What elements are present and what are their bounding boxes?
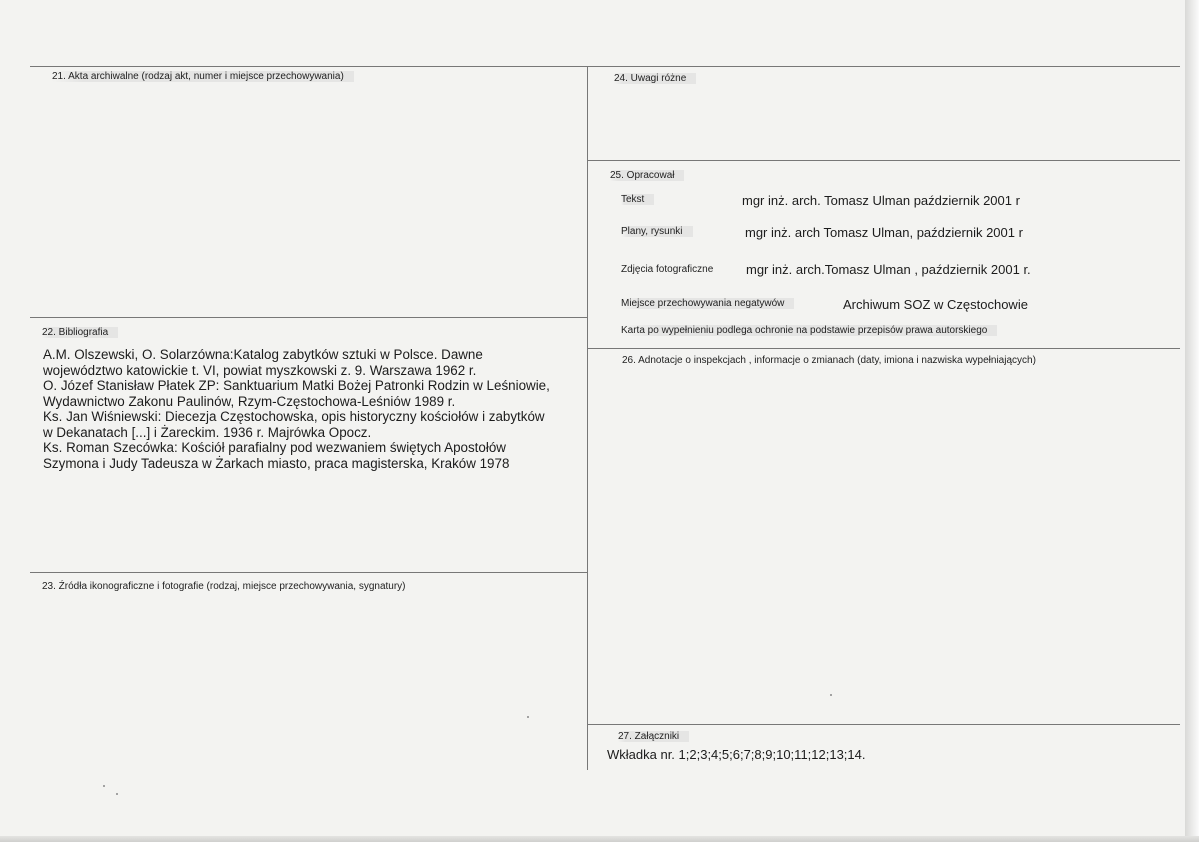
section-23-label: 23. Źródła ikonograficzne i fotografie (rodzaj, miejsce przechowywania, sygnatury) — [42, 581, 406, 592]
rule-26-top — [588, 348, 1180, 349]
bibliography-line: Wydawnictwo Zakonu Paulinów, Rzym-Częstochowa-Leśniów 1989 r. — [43, 393, 456, 409]
bibliography-line: w Dekanatach [...] i Żareckim. 1936 r. Majrówka Opocz. — [43, 424, 372, 440]
section-26-label: 26. Adnotacje o inspekcjach , informacje o zmianach (daty, imiona i nazwiska wypełniających) — [622, 355, 1036, 366]
bibliography-line: Ks. Roman Szecówka: Kościół parafialny pod wezwaniem świętych Apostołów — [43, 440, 506, 455]
rule-23-top — [30, 572, 587, 573]
zdjecia-label: Zdjęcia fotograficzne — [621, 264, 714, 275]
bibliography-line: województwo katowickie t. VI, powiat myszkowski z. 9. Warszawa 1962 r. — [43, 362, 477, 378]
rule-22-top — [30, 317, 587, 318]
section-21-label: 21. Akta archiwalne (rodzaj akt, numer i miejsce przechowywania) — [52, 71, 354, 82]
scan-speck — [103, 785, 105, 787]
top-rule — [30, 66, 1180, 67]
bibliography-line: A.M. Olszewski, O. Solarzówna:Katalog zabytków sztuki w Polsce. Dawne — [43, 347, 483, 362]
attachments-value: Wkładka nr. 1;2;3;4;5;6;7;8;9;10;11;12;13;14. — [607, 747, 866, 762]
plany-label: Plany, rysunki — [621, 226, 693, 237]
rule-25-top — [588, 160, 1180, 161]
tekst-label: Tekst — [621, 194, 654, 205]
miejsce-value: Archiwum SOZ w Częstochowie — [843, 297, 1028, 312]
section-25-label: 25. Opracował — [610, 170, 684, 181]
section-24-label: 24. Uwagi różne — [614, 73, 696, 84]
miejsce-label: Miejsce przechowywania negatywów — [621, 298, 794, 309]
section-22-label: 22. Bibliografia — [42, 327, 118, 338]
rule-27-top — [588, 724, 1180, 725]
zdjecia-value: mgr inż. arch.Tomasz Ulman , październik 2001 r. — [746, 262, 1031, 277]
bibliography-line: Szymona i Judy Tadeusza w Żarkach miasto, praca magisterska, Kraków 1978 — [43, 455, 510, 471]
scan-speck — [830, 694, 832, 696]
karta-note: Karta po wypełnieniu podlega ochronie na podstawie przepisów prawa autorskiego — [621, 325, 997, 336]
bibliography-line: Ks. Jan Wiśniewski: Diecezja Częstochowska, opis historyczny kościołów i zabytków — [43, 409, 545, 424]
bibliography-line: O. Józef Stanisław Płatek ZP: Sanktuarium Matki Bożej Patronki Rodzin w Leśniowie, — [43, 378, 550, 393]
scan-speck — [116, 793, 118, 795]
section-27-label: 27. Załączniki — [618, 731, 689, 742]
scan-speck — [527, 716, 529, 718]
bibliography-text — [43, 347, 588, 471]
plany-value: mgr inż. arch Tomasz Ulman, październik 2001 r — [745, 225, 1023, 240]
scan-bottom-shade — [0, 836, 1199, 842]
tekst-value: mgr inż. arch. Tomasz Ulman październik 2001 r — [742, 193, 1020, 208]
scan-edge-shadow — [1185, 0, 1199, 842]
